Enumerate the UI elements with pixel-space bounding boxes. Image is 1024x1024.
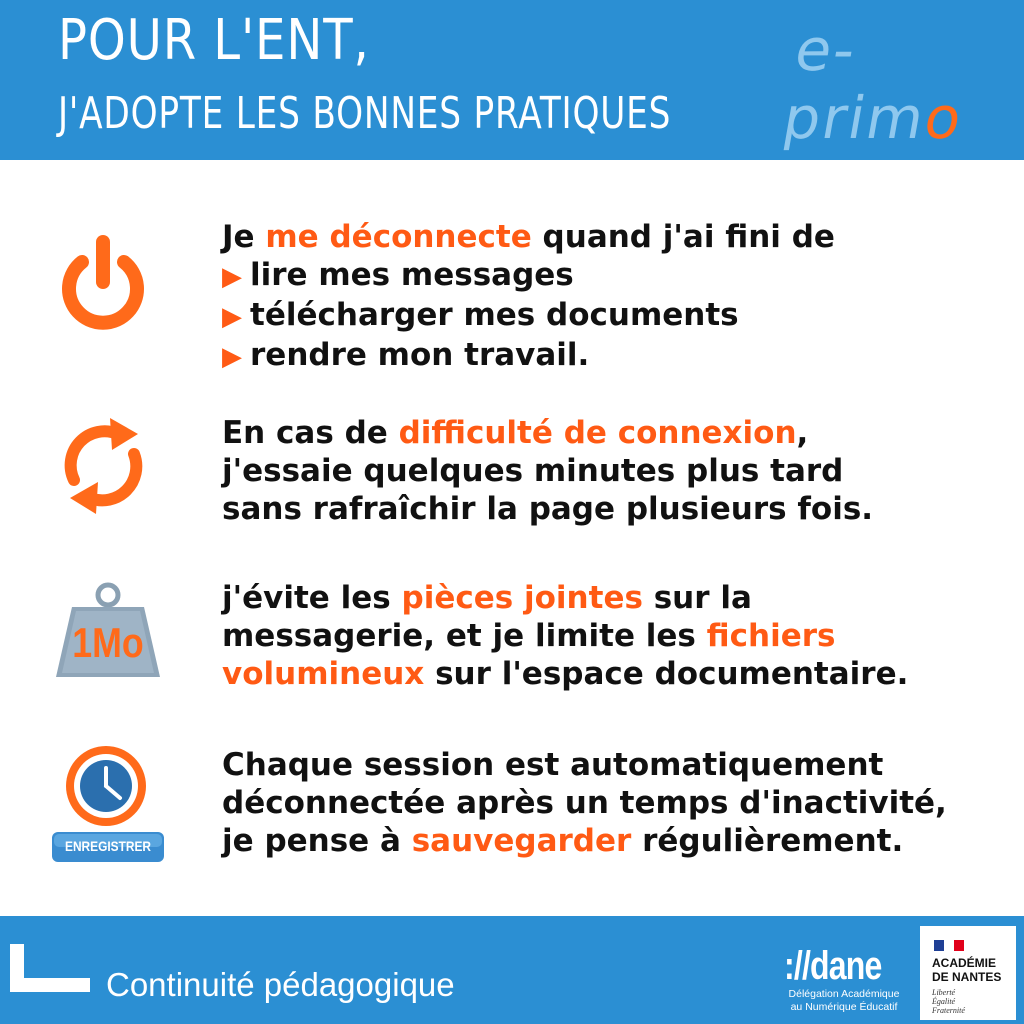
highlight: pièces jointes xyxy=(401,580,643,616)
highlight: difficulté de connexion xyxy=(398,415,797,451)
academie-name: ACADÉMIE DE NANTES xyxy=(932,956,1002,984)
tip-save-line2: déconnectée après un temps d'inactivité, xyxy=(222,785,947,821)
list-item: ▶ télécharger mes documents xyxy=(222,297,739,333)
highlight: me déconnecte xyxy=(265,219,532,255)
corner-bracket-icon xyxy=(10,944,90,992)
highlight: volumineux xyxy=(222,656,425,692)
header-title-line1: POUR L'ENT, xyxy=(58,8,370,73)
arrow-icon: ▶ xyxy=(222,342,242,372)
refresh-icon xyxy=(48,410,158,520)
tip-connection-line3: sans rafraîchir la page plusieurs fois. xyxy=(222,491,874,527)
footer-banner xyxy=(0,916,1024,1024)
tip-attachments-line2: messagerie, et je limite les fichiers xyxy=(222,618,836,654)
weight-icon xyxy=(48,581,168,681)
academie-motto: Liberté Égalité Fraternité xyxy=(932,988,965,1015)
highlight: sauvegarder xyxy=(411,823,632,859)
brand-text-end: o xyxy=(919,84,969,152)
eprimo-logo xyxy=(778,16,1024,152)
tip-connection-text xyxy=(222,414,873,528)
tip-save-line1: Chaque session est automatiquement xyxy=(222,747,884,783)
tip-save-line3: je pense à sauvegarder régulièrement. xyxy=(222,823,904,859)
clock-icon xyxy=(48,740,168,870)
arrow-icon: ▶ xyxy=(222,302,242,332)
header-banner xyxy=(0,0,1024,160)
footer-label: Continuité pédagogique xyxy=(106,966,455,1003)
french-flag-icon xyxy=(934,940,964,951)
academie-logo xyxy=(920,926,1016,1020)
tip-attachments-line1: j'évite les pièces jointes sur la xyxy=(222,580,752,616)
highlight: fichiers xyxy=(706,618,836,654)
tip-logout-line1: Je me déconnecte quand j'ai fini de xyxy=(222,219,835,255)
tip-connection-line2: j'essaie quelques minutes plus tard xyxy=(222,453,844,489)
save-badge-label: ENREGISTRER xyxy=(65,838,151,854)
dane-sub2: au Numérique Éducatif xyxy=(790,1001,898,1013)
weight-icon-label: 1Mo xyxy=(72,619,144,666)
list-item: ▶ lire mes messages xyxy=(222,257,574,293)
dane-mark: ://dane xyxy=(784,944,882,988)
list-item: ▶ rendre mon travail. xyxy=(222,337,590,373)
arrow-icon: ▶ xyxy=(222,262,242,292)
tip-logout-text xyxy=(222,218,835,376)
tip-attachments-text xyxy=(222,579,908,693)
dane-sub1: Délégation Académique xyxy=(788,988,900,1000)
tip-save-text xyxy=(222,746,947,860)
header-title-line2: J'ADOPTE LES BONNES PRATIQUES xyxy=(58,88,672,139)
brand-text: e-prim xyxy=(778,16,932,152)
tip-attachments-line3: volumineux sur l'espace documentaire. xyxy=(222,656,909,692)
power-icon xyxy=(48,230,158,340)
tip-connection-line1: En cas de difficulté de connexion, xyxy=(222,415,809,451)
dane-logo xyxy=(784,944,904,1022)
